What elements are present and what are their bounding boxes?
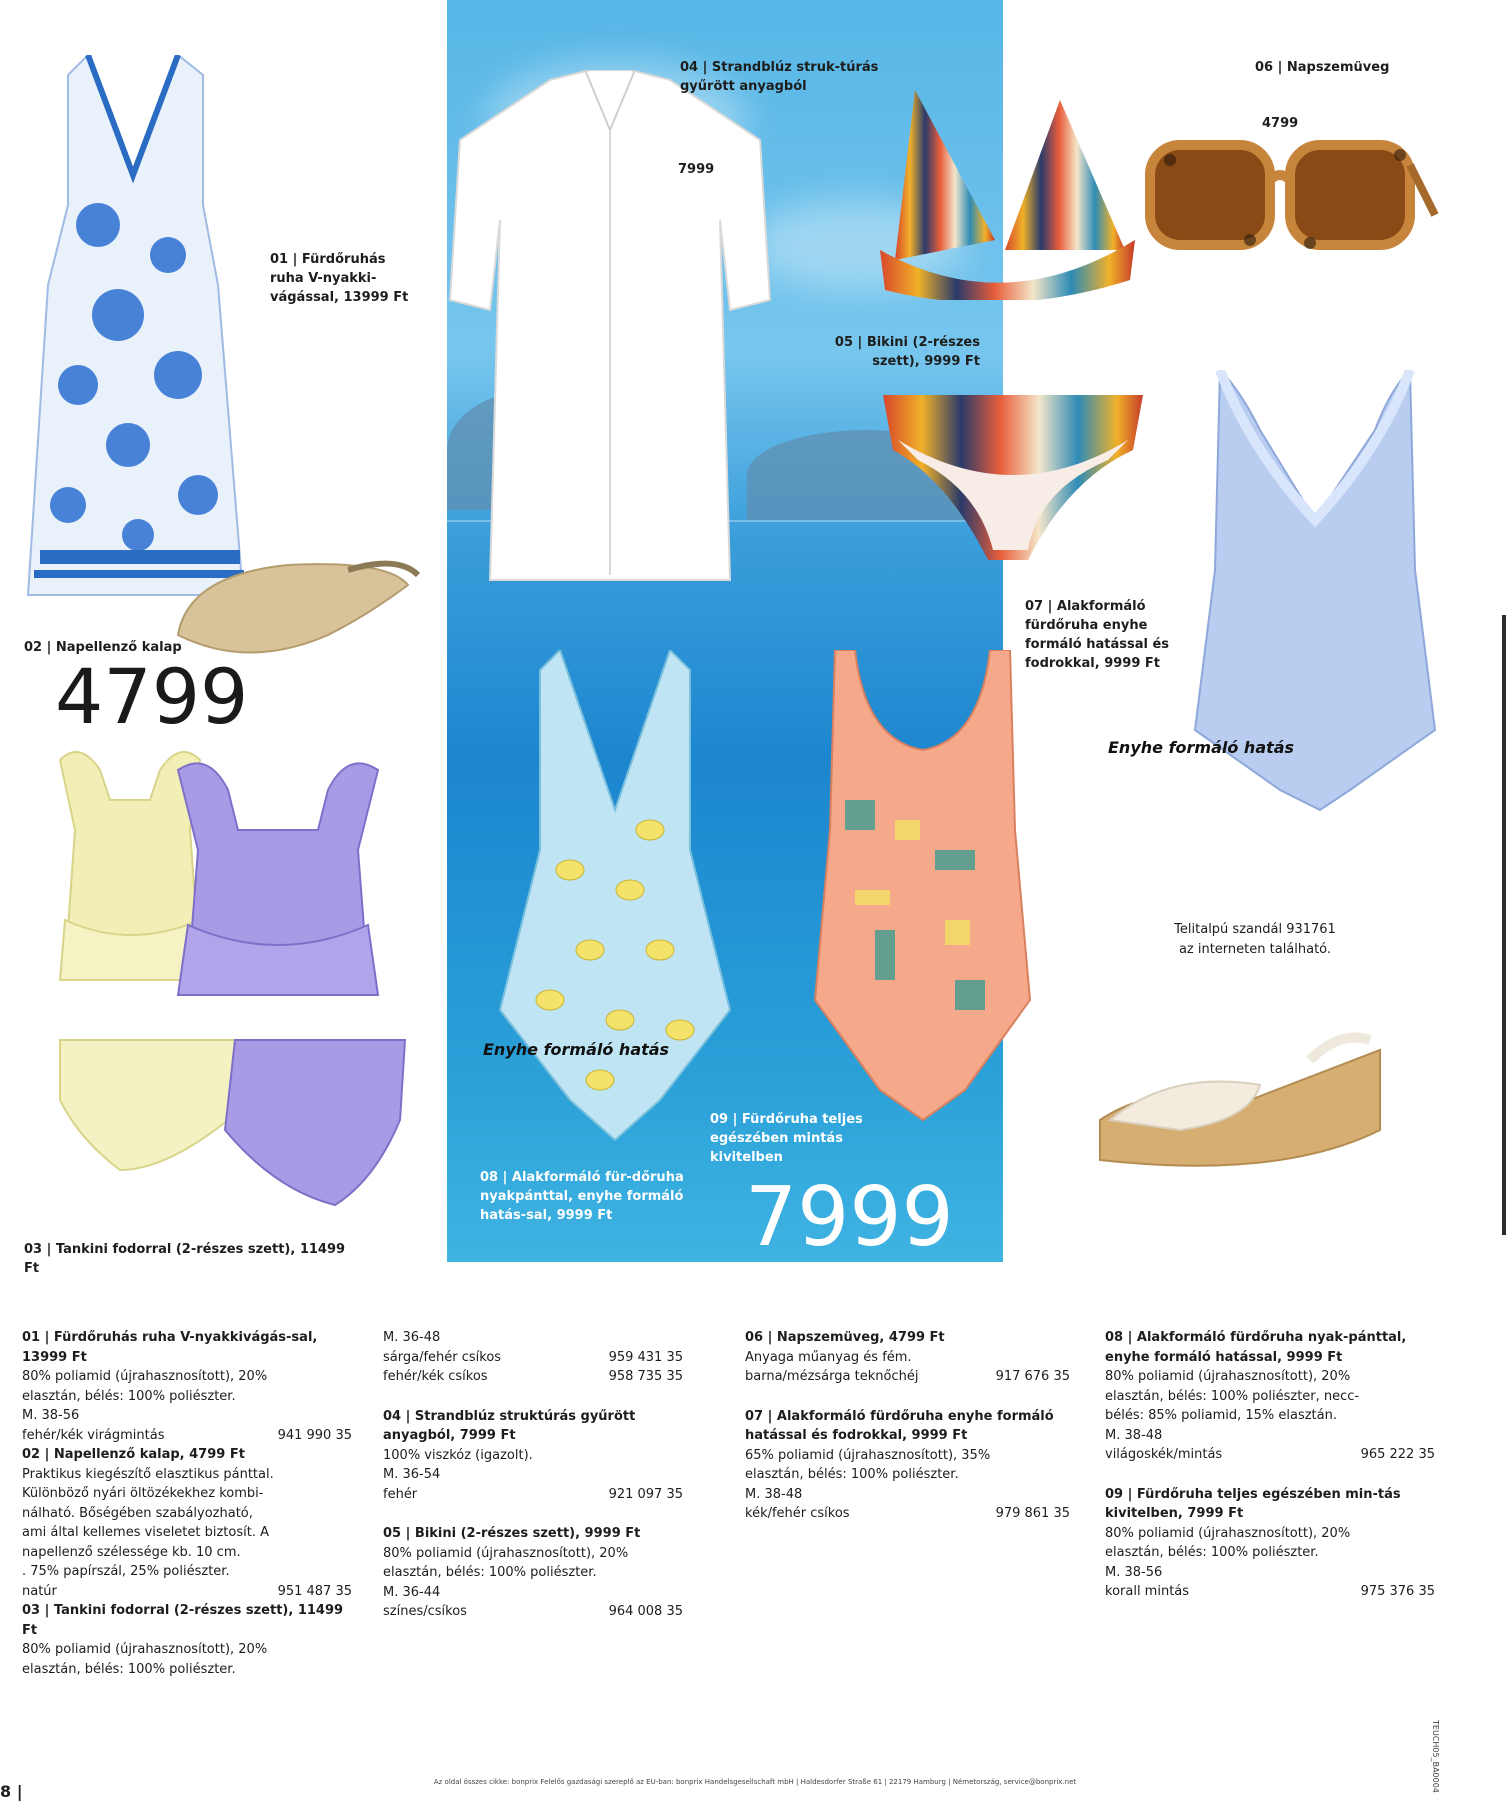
label-02-text: Napellenző kalap xyxy=(55,640,182,655)
variant-name: fehér/kék virágmintás xyxy=(22,1427,165,1443)
detail-03-continued xyxy=(383,1328,683,1387)
detail-09-title: Fürdőruha teljes egészében min-tás kivitelben, 7999 Ft xyxy=(1105,1486,1401,1521)
details-column-3 xyxy=(745,1328,1070,1524)
label-03-text: Tankini fodorral (2-részes szett), 11499 Ft xyxy=(24,1242,346,1276)
detail-02-line: ami által kellemes viseletet biztosít. A xyxy=(22,1525,269,1540)
detail-01-number: 01 | xyxy=(22,1330,50,1345)
detail-04 xyxy=(383,1407,683,1505)
label-07-text: Alakformáló fürdőruha enyhe formáló hatással és fodrokkal, 9999 Ft xyxy=(1025,599,1170,671)
dress-image xyxy=(18,55,258,605)
label-07-number: 07 | xyxy=(1025,599,1053,614)
label-08 xyxy=(480,1168,710,1225)
detail-03-number: 03 | xyxy=(22,1603,50,1618)
label-06-text: Napszemüveg xyxy=(1286,60,1390,75)
article-code: 975 376 35 xyxy=(1360,1584,1435,1599)
detail-03-size: M. 36-48 xyxy=(383,1330,441,1345)
detail-03-row xyxy=(383,1348,683,1368)
detail-04-number: 04 | xyxy=(383,1408,411,1424)
detail-03-row xyxy=(383,1367,683,1387)
detail-02-title: Napellenző kalap, 4799 Ft xyxy=(53,1447,245,1462)
detail-03 xyxy=(22,1601,352,1679)
shaping-tag-07: Enyhe formáló hatás xyxy=(1108,738,1295,757)
detail-02-line: nálható. Bőségében szabályozható, xyxy=(22,1505,253,1521)
variant-name: natúr xyxy=(22,1583,57,1599)
detail-04-row xyxy=(383,1485,683,1505)
detail-09-number: 09 | xyxy=(1105,1486,1133,1502)
detail-02-row xyxy=(22,1582,352,1602)
variant-name: fehér/kék csíkos xyxy=(383,1369,488,1384)
detail-02-line: napellenző szélessége kb. 10 cm. xyxy=(22,1544,241,1560)
detail-05-title: Bikini (2-részes szett), 9999 Ft xyxy=(414,1526,641,1541)
variant-name: barna/mézsárga teknőchéj xyxy=(745,1369,919,1384)
variant-name: sárga/fehér csíkos xyxy=(383,1349,502,1365)
article-code: 964 008 35 xyxy=(608,1604,683,1619)
detail-02 xyxy=(22,1445,352,1601)
article-code: 917 676 35 xyxy=(995,1369,1070,1384)
variant-name: korall mintás xyxy=(1105,1584,1190,1599)
label-03-number: 03 | xyxy=(24,1242,52,1257)
detail-01-title: Fürdőruhás ruha V-nyakkivágás-sal, 13999 Ft xyxy=(22,1330,318,1365)
detail-08 xyxy=(1105,1328,1435,1465)
detail-08-line: M. 38-48 xyxy=(1105,1427,1163,1443)
detail-02-number: 02 | xyxy=(22,1447,50,1462)
label-04 xyxy=(680,58,880,96)
detail-09-line: 80% poliamid (újrahasznosított), 20% xyxy=(1105,1525,1351,1541)
swimsuit-lemon-image xyxy=(490,650,740,1150)
label-02-number: 02 | xyxy=(24,640,52,655)
detail-06-row xyxy=(745,1367,1070,1387)
detail-09-line: M. 38-56 xyxy=(1105,1564,1163,1580)
price-09: 7999 xyxy=(745,1170,954,1265)
label-05-text: Bikini (2-részes szett), 9999 Ft xyxy=(866,335,980,369)
detail-05-line: 80% poliamid (újrahasznosított), 20% xyxy=(383,1545,629,1561)
article-code: 965 222 35 xyxy=(1360,1447,1435,1462)
detail-03-title: Tankini fodorral (2-részes szett), 11499 Ft xyxy=(22,1603,344,1638)
detail-01-line: M. 38-56 xyxy=(22,1408,80,1423)
article-code: 921 097 35 xyxy=(608,1486,683,1502)
label-01-text: Fürdőruhás ruha V-nyakki-vágással, 13999 Ft xyxy=(270,252,409,305)
label-04-text: Strandblúz struk-túrás gyűrött anyagból xyxy=(680,60,879,94)
label-03 xyxy=(24,1240,364,1278)
sandal-note xyxy=(1155,920,1355,959)
shaping-tag-08: Enyhe formáló hatás xyxy=(483,1040,670,1059)
detail-07 xyxy=(745,1407,1070,1524)
detail-08-line: bélés: 85% poliamid, 15% elasztán. xyxy=(1105,1408,1337,1423)
detail-01-line: elasztán, bélés: 100% poliészter. xyxy=(22,1388,236,1404)
article-code: 941 990 35 xyxy=(277,1427,352,1443)
label-06 xyxy=(1255,58,1455,77)
detail-08-line: 80% poliamid (újrahasznosított), 20% xyxy=(1105,1369,1351,1384)
sandal-note-line1: Telitalpú szandál 931761 xyxy=(1174,922,1336,937)
detail-08-title: Alakformáló fürdőruha nyak-pánttal, enyhe formáló hatással, 9999 Ft xyxy=(1105,1330,1407,1365)
label-04-number: 04 | xyxy=(680,60,708,75)
side-code: TEUCH05_BA0004 xyxy=(1431,1720,1440,1793)
label-09 xyxy=(710,1110,910,1167)
beach-shirt-image xyxy=(440,70,780,590)
article-code: 958 735 35 xyxy=(608,1369,683,1384)
details-column-1 xyxy=(22,1328,352,1679)
details-column-4 xyxy=(1105,1328,1435,1602)
swimsuit-coral-image xyxy=(805,650,1040,1130)
price-04: 7999 xyxy=(678,162,715,177)
article-code: 959 431 35 xyxy=(608,1349,683,1365)
variant-name: színes/csíkos xyxy=(383,1604,467,1619)
detail-07-title: Alakformáló fürdőruha enyhe formáló hatással és fodrokkal, 9999 Ft xyxy=(745,1408,1054,1443)
label-08-number: 08 | xyxy=(480,1170,508,1185)
detail-06-title: Napszemüveg, 4799 Ft xyxy=(776,1330,945,1345)
detail-07-line: elasztán, bélés: 100% poliészter. xyxy=(745,1467,959,1482)
sunglasses-image xyxy=(1140,125,1440,275)
footer-legal-text: Az oldal összes cikke: bonprix Felelős gazdasági szereplő az EU-ban: bonprix Handelsgesellschaft mbH | Haldesdorfer Straße 61 | 22179 Hamburg | Németország, service@bonprix.net xyxy=(433,1778,1077,1786)
detail-04-line: M. 36-54 xyxy=(383,1467,441,1482)
detail-06 xyxy=(745,1328,1070,1387)
detail-02-line: Különböző nyári öltözékekhez kombi- xyxy=(22,1486,264,1501)
detail-07-line: 65% poliamid (újrahasznosított), 35% xyxy=(745,1447,991,1463)
label-05 xyxy=(800,333,980,371)
detail-04-title: Strandblúz struktúrás gyűrött anyagból, 7999 Ft xyxy=(383,1408,636,1443)
detail-07-line: M. 38-48 xyxy=(745,1486,803,1502)
right-edge-bar xyxy=(1502,615,1506,1235)
label-01 xyxy=(270,250,420,307)
detail-09-row xyxy=(1105,1582,1435,1602)
bikini-bottom-image xyxy=(878,390,1148,570)
variant-name: kék/fehér csíkos xyxy=(745,1506,850,1521)
detail-05-line: M. 36-44 xyxy=(383,1584,441,1600)
variant-name: világoskék/mintás xyxy=(1105,1447,1223,1462)
article-code: 979 861 35 xyxy=(995,1506,1070,1521)
detail-07-row xyxy=(745,1504,1070,1524)
detail-06-number: 06 | xyxy=(745,1330,773,1345)
detail-01 xyxy=(22,1328,352,1445)
detail-09 xyxy=(1105,1485,1435,1602)
sandal-note-line2: az interneten található. xyxy=(1178,941,1332,957)
sandal-image xyxy=(1080,1010,1390,1190)
label-09-text: Fürdőruha teljes egészében mintás kivitelben xyxy=(710,1112,863,1165)
label-08-text: Alakformáló für-dőruha nyakpánttal, enyhe formáló hatás-sal, 9999 Ft xyxy=(480,1170,684,1223)
detail-06-line: Anyaga műanyag és fém. xyxy=(745,1349,912,1365)
label-06-number: 06 | xyxy=(1255,60,1283,75)
detail-03-line: elasztán, bélés: 100% poliészter. xyxy=(22,1661,236,1677)
detail-05-number: 05 | xyxy=(383,1526,411,1541)
bikini-top-image xyxy=(875,90,1140,300)
variant-name: fehér xyxy=(383,1486,418,1502)
detail-01-row xyxy=(22,1426,352,1446)
detail-05-line: elasztán, bélés: 100% poliészter. xyxy=(383,1565,597,1580)
label-05-number: 05 | xyxy=(834,335,863,350)
price-06: 4799 xyxy=(1262,116,1299,131)
detail-02-line: . 75% papírszál, 25% poliészter. xyxy=(22,1564,230,1579)
price-02: 4799 xyxy=(55,652,249,741)
page-number: 8 | xyxy=(0,1782,23,1801)
detail-02-line: Praktikus kiegészítő elasztikus pánttal. xyxy=(22,1466,274,1482)
label-01-number: 01 | xyxy=(270,252,298,267)
detail-08-row xyxy=(1105,1445,1435,1465)
detail-09-line: elasztán, bélés: 100% poliészter. xyxy=(1105,1545,1319,1560)
article-code: 951 487 35 xyxy=(277,1583,352,1599)
tankini-purple-top-image xyxy=(158,750,398,1000)
tankini-purple-bottom-image xyxy=(215,1030,415,1210)
detail-05 xyxy=(383,1524,683,1622)
detail-03-line: 80% poliamid (újrahasznosított), 20% xyxy=(22,1642,268,1657)
detail-07-number: 07 | xyxy=(745,1408,773,1424)
label-09-number: 09 | xyxy=(710,1112,738,1127)
detail-05-row xyxy=(383,1602,683,1622)
detail-08-number: 08 | xyxy=(1105,1330,1133,1345)
details-column-2 xyxy=(383,1328,683,1622)
detail-01-line: 80% poliamid (újrahasznosított), 20% xyxy=(22,1369,268,1384)
label-07 xyxy=(1025,597,1190,673)
detail-08-line: elasztán, bélés: 100% poliészter, necc- xyxy=(1105,1388,1360,1404)
detail-04-line: 100% viszkóz (igazolt). xyxy=(383,1447,533,1463)
